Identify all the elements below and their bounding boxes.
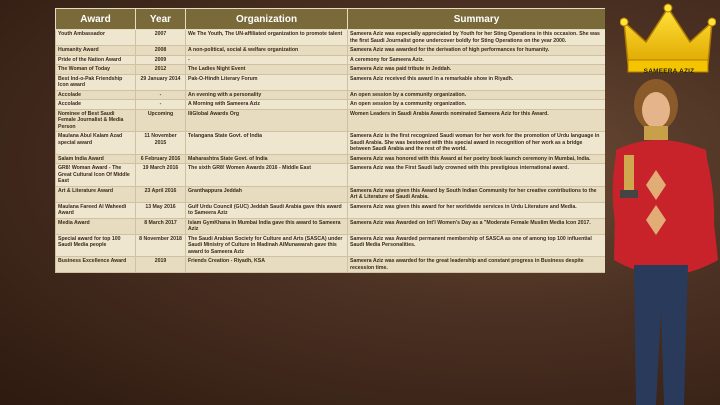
cell-summary: Sameera Aziz was honored with this Award at her poetry book launch ceremony in Mumbai, India. (348, 154, 606, 164)
cell-year: 6 February 2016 (136, 154, 186, 164)
cell-summary: Sameera Aziz was Awarded on Int'l Women's Day as a "Moderate Female Muslim Media Icon 2017. (348, 218, 606, 234)
cell-year: 8 November 2018 (136, 234, 186, 257)
cell-organization: A non-political, social & welfare organization (186, 46, 348, 56)
cell-year: 29 January 2014 (136, 74, 186, 90)
crown-name-label: SAMEERA AZIZ (643, 68, 695, 75)
cell-organization: Pak-O-Hindh Literary Forum (186, 74, 348, 90)
table-row (56, 46, 606, 56)
header-summary: Summary (348, 9, 606, 30)
table-row (56, 55, 606, 65)
table-row (56, 109, 606, 132)
cell-award: Salam India Award (56, 154, 136, 164)
cell-summary: An open session by a community organization. (348, 100, 606, 110)
cell-organization: The Ladies Night Event (186, 65, 348, 75)
table-header (56, 9, 606, 30)
cell-award: Art & Literature Award (56, 186, 136, 202)
table-row (56, 100, 606, 110)
cell-organization: Telangana State Govt. of India (186, 132, 348, 155)
cell-organization: Gulf Urdu Council (GUC) Jeddah Saudi Arabia gave this award to Sameera Aziz (186, 202, 348, 218)
table-row (56, 74, 606, 90)
cell-organization: Friends Creation - Riyadh, KSA (186, 257, 348, 273)
cell-year: 2007 (136, 30, 186, 46)
header-year: Year (136, 9, 186, 30)
cell-award: GR8! Woman Award - The Great Cultural Icon Of Middle East (56, 164, 136, 187)
cell-award: Media Award (56, 218, 136, 234)
cell-award: Best Ind-o-Pak Friendship Icon award (56, 74, 136, 90)
table-row (56, 90, 606, 100)
cell-award: Accolade (56, 90, 136, 100)
cell-organization: IIiGlobal Awards Org (186, 109, 348, 132)
cell-organization: Granthappura Jeddah (186, 186, 348, 202)
cell-award: Youth Ambassador (56, 30, 136, 46)
table-row (56, 30, 606, 46)
cell-summary: Women Leaders in Saudi Arabia Awards nominated Sameera Aziz for this Award. (348, 109, 606, 132)
cell-year: 19 March 2016 (136, 164, 186, 187)
table-row (56, 202, 606, 218)
cell-organization: A Morning with Sameera Aziz (186, 100, 348, 110)
header-organization: Organization (186, 9, 348, 30)
cell-award: Nominee of Best Saudi Female Journalist & Media Person (56, 109, 136, 132)
cell-award: The Woman of Today (56, 65, 136, 75)
cell-summary: Sameera Aziz was Awarded permanent membership of SASCA as one of among top 100 influential Saudi Media Personalities. (348, 234, 606, 257)
cell-organization: The sixth GR8! Women Awards 2016 - Middle East (186, 164, 348, 187)
cell-summary: Sameera Aziz was awarded for the derivation of high performances for humanity. (348, 46, 606, 56)
table-row (56, 234, 606, 257)
cell-award: Accolade (56, 100, 136, 110)
cell-award: Humanity Award (56, 46, 136, 56)
cell-award: Business Excellence Award (56, 257, 136, 273)
cell-summary: An open session by a community organization. (348, 90, 606, 100)
table-row (56, 65, 606, 75)
table-row (56, 132, 606, 155)
cell-summary: Sameera Aziz received this award in a remarkable show in Riyadh. (348, 74, 606, 90)
cell-summary: A ceremony for Sameera Aziz. (348, 55, 606, 65)
cell-year: 2019 (136, 257, 186, 273)
cell-organization: The Saudi Arabian Society for Culture and Arts (SASCA) under Saudi Ministry of Culture in Madinah AlMunawarah gave this award to Sameera Aziz (186, 234, 348, 257)
cell-summary: Sameera Aziz was especially appreciated by Youth for her Sting Operations in this occasion. She was the first Saudi Journalist gone undercover boldly for Sting Operations on the year 2000. (348, 30, 606, 46)
header-award: Award (56, 9, 136, 30)
cell-award: Special award for top 100 Saudi Media people (56, 234, 136, 257)
cell-year: 13 May 2016 (136, 202, 186, 218)
cell-organization: Maharashtra State Govt. of India (186, 154, 348, 164)
cell-organization: An evening with a personality (186, 90, 348, 100)
cell-organization: We The Youth, The UN-affiliated organization to promote talent (186, 30, 348, 46)
table-row (56, 154, 606, 164)
cell-year: Upcoming (136, 109, 186, 132)
cell-year: - (136, 100, 186, 110)
cell-award: Pride of the Nation Award (56, 55, 136, 65)
cell-summary: Sameera Aziz was given this award for her worldwide services in Urdu Literature and Media. (348, 202, 606, 218)
cell-organization: Islam GymKhana in Mumbai India gave this award to Sameera Aziz (186, 218, 348, 234)
cell-award: Maulana Fareed Al Waheedi Award (56, 202, 136, 218)
cell-year: 2012 (136, 65, 186, 75)
cell-year: - (136, 90, 186, 100)
cell-summary: Sameera Aziz was awarded for the great leadership and constant progress in Business despite recession time. (348, 257, 606, 273)
awards-table-container (55, 8, 605, 405)
table-row (56, 186, 606, 202)
cell-summary: Sameera Aziz was given this Award by South Indian Community for her creative contributions to the Art & Literature of Saudi Arabia. (348, 186, 606, 202)
cell-award: Maulana Abul Kalam Azad special award (56, 132, 136, 155)
cell-year: 8 March 2017 (136, 218, 186, 234)
awards-table (55, 8, 605, 273)
table-row (56, 257, 606, 273)
cell-organization: - (186, 55, 348, 65)
table-row (56, 218, 606, 234)
cell-year: 2009 (136, 55, 186, 65)
cell-summary: Sameera Aziz was paid tribute in Jeddah. (348, 65, 606, 75)
cell-summary: Sameera Aziz was the First Saudi lady crowned with this prestigious international award. (348, 164, 606, 187)
cell-year: 11 November 2015 (136, 132, 186, 155)
table-row (56, 164, 606, 187)
cell-year: 23 April 2016 (136, 186, 186, 202)
cell-summary: Sameera Aziz is the first recognized Saudi woman for her work for the promotion of Urdu language in Saudi Arabia. She was bestowed with this special award in recognition of her work as a bridge between Saudi Arabia and the rest of the world. (348, 132, 606, 155)
table-body (56, 30, 606, 273)
cell-year: 2008 (136, 46, 186, 56)
woman-portrait-illustration (606, 60, 720, 405)
